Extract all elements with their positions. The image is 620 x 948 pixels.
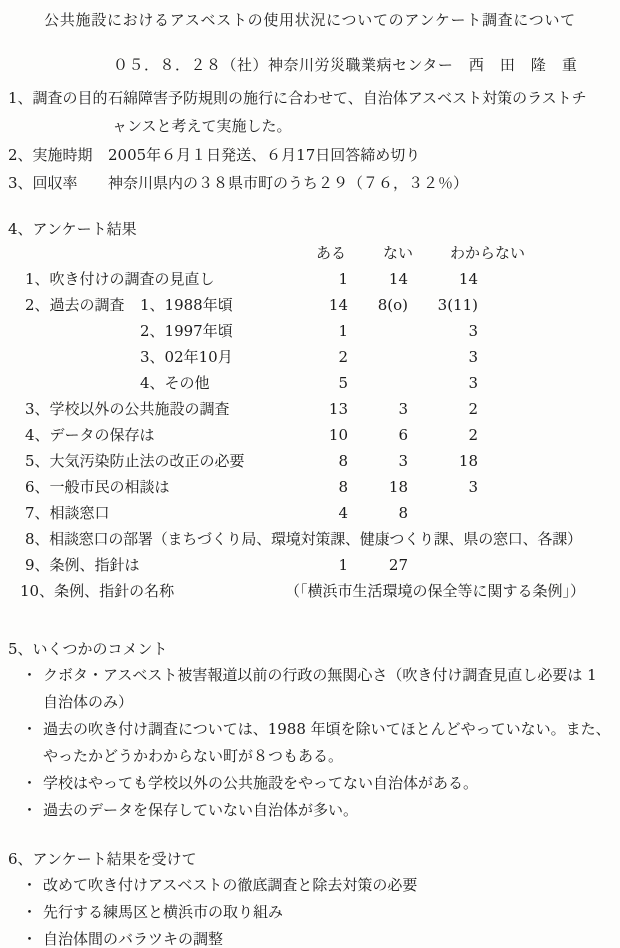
row-value-wakaranai: 3 bbox=[468, 374, 478, 392]
row-value-nai bbox=[348, 318, 408, 344]
row-value-wakaranai: 18 bbox=[458, 452, 478, 470]
row-value-aru: 13 bbox=[328, 400, 348, 418]
row-value-aru: 5 bbox=[338, 374, 348, 392]
row-value-wakaranai: 2 bbox=[468, 400, 478, 418]
bullet-text: 過去のデータを保存していない自治体が多い。 bbox=[43, 801, 359, 819]
comment-bullet bbox=[0, 770, 620, 797]
row-label bbox=[25, 318, 140, 344]
row-label: 6、一般市民の相談は bbox=[25, 478, 170, 496]
intro-item-text: 2005年６月１日発送、６月17日回答締め切り bbox=[108, 146, 421, 164]
row-value-aru: 8 bbox=[338, 478, 348, 496]
row-value-aru: 2 bbox=[338, 348, 348, 366]
comment-bullet-continuation: 自治体のみ） bbox=[43, 693, 134, 711]
row-value-aru: 10 bbox=[328, 426, 348, 444]
document-byline: ０５．８．２８（社）神奈川労災職業病センター 西 田 隆 重 bbox=[113, 56, 578, 74]
row-value-nai: 8 bbox=[398, 504, 408, 522]
intro-item-label: 3、回収率 bbox=[8, 174, 78, 192]
row-value-wakaranai: 3 bbox=[468, 348, 478, 366]
table-row bbox=[0, 500, 620, 526]
intro-item-purpose bbox=[0, 84, 620, 112]
intro-item-response-rate bbox=[0, 169, 620, 197]
intro-item-label: 1、調査の目的 bbox=[8, 89, 108, 107]
row-label: 2、過去の調査 bbox=[25, 296, 125, 314]
section6-heading: 6、アンケート結果を受けて bbox=[8, 850, 197, 868]
row-label: 5、大気汚染防止法の改正の必要 bbox=[25, 452, 245, 470]
bullet-text: 先行する練馬区と横浜市の取り組み bbox=[43, 903, 284, 921]
intro-item-label: 2、実施時期 bbox=[8, 146, 93, 164]
row-value-wakaranai: 3(11) bbox=[437, 296, 478, 314]
table-row bbox=[0, 552, 620, 578]
followup-bullet bbox=[0, 872, 620, 899]
row-value-wakaranai bbox=[408, 552, 478, 578]
bullet-text: 過去の吹き付け調査については、1988 年頃を除いてほとんどやっていない。また、 bbox=[43, 720, 611, 738]
col-header-wakaranai: わからない bbox=[450, 244, 526, 262]
row-value-nai: 18 bbox=[388, 478, 408, 496]
row-value-aru: 8 bbox=[338, 452, 348, 470]
comment-bullet-continuation: やったかどうかわからない町が８つもある。 bbox=[43, 747, 344, 765]
col-header-aru: ある bbox=[316, 244, 347, 262]
table-row bbox=[0, 396, 620, 422]
bullet-text: 改めて吹き付けアスベストの徹底調査と除去対策の必要 bbox=[43, 876, 418, 894]
results-table bbox=[0, 241, 620, 604]
row-value-nai: 14 bbox=[388, 270, 408, 288]
bullet-icon: ・ bbox=[22, 876, 38, 894]
row-note: （「横浜市生活環境の保全等に関する条例」） bbox=[285, 582, 586, 600]
intro-item-period bbox=[0, 141, 620, 169]
row-value-wakaranai: 14 bbox=[458, 270, 478, 288]
table-row bbox=[0, 344, 620, 370]
table-row bbox=[0, 266, 620, 292]
bullet-text: 自治体間のバラツキの調整 bbox=[43, 930, 224, 948]
row-value-nai: 3 bbox=[398, 452, 408, 470]
row-label: 9、条例、指針は bbox=[25, 556, 140, 574]
followup-bullet bbox=[0, 899, 620, 926]
document-title: 公共施設におけるアスベストの使用状況についてのアンケート調査について bbox=[44, 11, 576, 29]
row-label: 3、学校以外の公共施設の調査 bbox=[25, 400, 230, 418]
bullet-text: 学校はやっても学校以外の公共施設をやってない自治体がある。 bbox=[43, 774, 479, 792]
table-row bbox=[0, 448, 620, 474]
row-value-aru: 4 bbox=[338, 504, 348, 522]
table-row-ordinance-name bbox=[0, 578, 620, 604]
bullet-icon: ・ bbox=[22, 774, 38, 792]
comment-bullet bbox=[0, 662, 620, 689]
table-row-departments: 8、相談窓口の部署（まちづくり局、環境対策課、健康つくり課、県の窓口、各課） bbox=[25, 530, 582, 548]
table-row bbox=[0, 292, 620, 318]
comment-bullet bbox=[0, 797, 620, 824]
row-sublabel: 3、02年10月 bbox=[140, 348, 233, 366]
row-value-wakaranai: 2 bbox=[468, 426, 478, 444]
intro-item-text: 石綿障害予防規則の施行に合わせて、自治体アスベスト対策のラストチ bbox=[108, 89, 587, 107]
row-value-aru: 1 bbox=[338, 556, 348, 574]
row-value-nai: 3 bbox=[398, 400, 408, 418]
table-row bbox=[0, 370, 620, 396]
row-label: 4、データの保存は bbox=[25, 426, 155, 444]
row-value-wakaranai: 3 bbox=[468, 322, 478, 340]
row-label bbox=[25, 370, 140, 396]
row-value-aru: 1 bbox=[338, 270, 348, 288]
table-row bbox=[0, 422, 620, 448]
row-value-nai bbox=[348, 344, 408, 370]
section4-heading: 4、アンケート結果 bbox=[8, 220, 137, 238]
row-label: 10、条例、指針の名称 bbox=[20, 582, 175, 600]
row-value-nai: 6 bbox=[398, 426, 408, 444]
row-value-wakaranai bbox=[408, 500, 478, 526]
table-row bbox=[0, 474, 620, 500]
followup-bullet bbox=[0, 926, 620, 948]
row-sublabel: 1、1988年頃 bbox=[140, 296, 233, 314]
row-value-wakaranai: 3 bbox=[468, 478, 478, 496]
col-header-nai: ない bbox=[383, 244, 414, 262]
intro-item-text: 神奈川県内の３８県市町のうち２９（７６，３２％） bbox=[108, 174, 469, 192]
bullet-icon: ・ bbox=[22, 666, 38, 684]
row-label: 1、吹き付けの調査の見直し bbox=[25, 270, 215, 288]
row-label: 7、相談窓口 bbox=[25, 504, 110, 522]
row-label bbox=[25, 344, 140, 370]
bullet-icon: ・ bbox=[22, 720, 38, 738]
bullet-icon: ・ bbox=[22, 801, 38, 819]
bullet-icon: ・ bbox=[22, 930, 38, 948]
intro-item-purpose-continuation: ャンスと考えて実施した。 bbox=[112, 117, 292, 135]
bullet-icon: ・ bbox=[22, 903, 38, 921]
row-value-aru: 14 bbox=[328, 296, 348, 314]
row-value-nai bbox=[348, 370, 408, 396]
row-sublabel: 2、1997年頃 bbox=[140, 322, 233, 340]
row-value-nai: 8(o) bbox=[377, 296, 408, 314]
table-row bbox=[0, 318, 620, 344]
row-sublabel: 4、その他 bbox=[140, 374, 210, 392]
row-value-aru: 1 bbox=[338, 322, 348, 340]
section5-heading: 5、いくつかのコメント bbox=[8, 640, 168, 658]
results-table-header bbox=[0, 241, 620, 266]
comment-bullet bbox=[0, 716, 620, 743]
bullet-text: クボタ・アスベスト被害報道以前の行政の無関心さ（吹き付け調査見直し必要は 1 bbox=[43, 666, 597, 684]
row-value-nai: 27 bbox=[388, 556, 408, 574]
